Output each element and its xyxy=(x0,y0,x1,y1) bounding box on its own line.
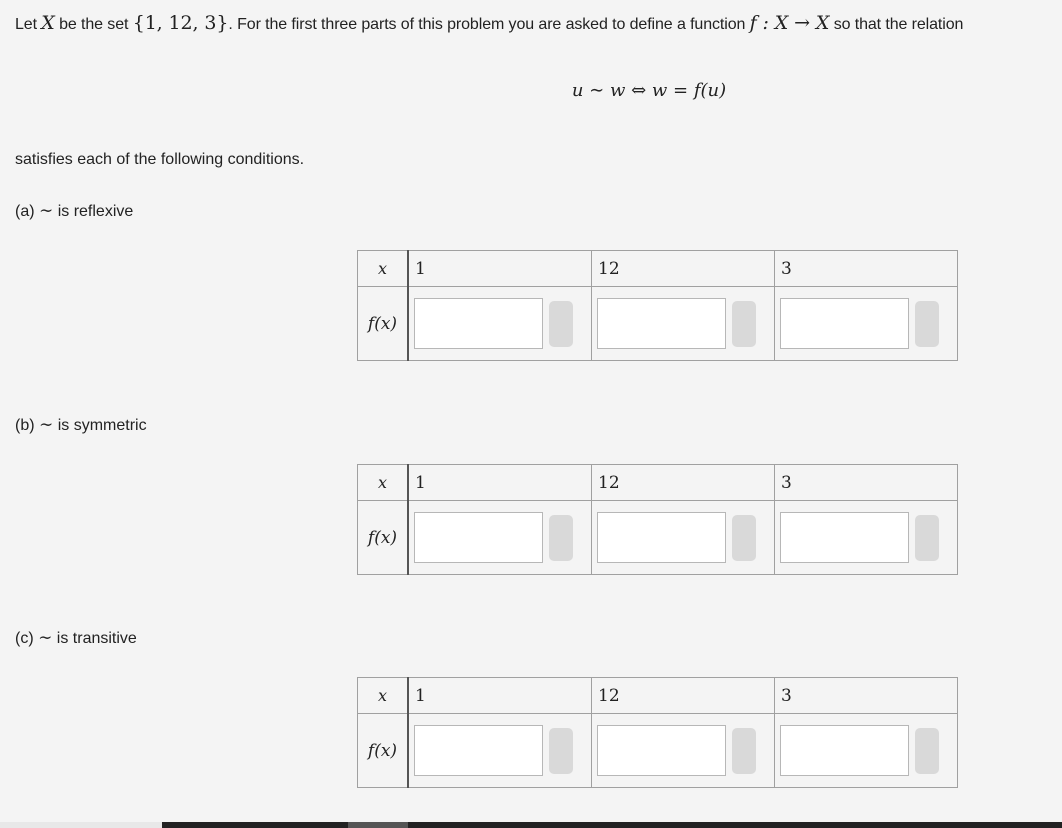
answer-input[interactable] xyxy=(597,725,726,776)
domain-value-cell: 12 xyxy=(592,465,775,501)
table-header-row xyxy=(358,251,958,287)
answer-input[interactable] xyxy=(414,512,543,563)
part-c-label: (c) ∼ is transitive xyxy=(15,628,137,648)
intro-text: . For the first three parts of this problem you are asked to define a function xyxy=(228,16,750,33)
fx-header-cell: f(x) xyxy=(358,714,409,788)
domain-value-cell: 12 xyxy=(592,251,775,287)
answer-status-indicator xyxy=(732,728,756,774)
part-b-function-table xyxy=(357,464,958,575)
intro-text: so that the relation xyxy=(829,16,964,33)
math-function-name: f xyxy=(749,12,757,34)
math-set-literal: {1, 12, 3} xyxy=(132,12,229,34)
table-answer-row xyxy=(358,714,958,788)
conditions-intro: satisfies each of the following conditions. xyxy=(15,151,305,168)
math-set-name: X xyxy=(41,12,55,34)
intro-text: Let xyxy=(15,16,42,33)
tilde-symbol: ∼ xyxy=(39,415,54,435)
domain-value-cell: 1 xyxy=(408,678,592,714)
answer-input[interactable] xyxy=(780,298,909,349)
scrollbar-thumb[interactable] xyxy=(348,822,408,828)
x-header-cell: x xyxy=(358,251,409,287)
answer-status-indicator xyxy=(915,515,939,561)
domain-value-cell: 1 xyxy=(408,251,592,287)
answer-status-indicator xyxy=(915,728,939,774)
part-a-function-table xyxy=(357,250,958,361)
math-function-mapping: : X → X xyxy=(756,12,830,34)
answer-status-indicator xyxy=(915,301,939,347)
tilde-symbol: ∼ xyxy=(39,201,54,221)
answer-input[interactable] xyxy=(414,725,543,776)
fx-header-cell: f(x) xyxy=(358,287,409,361)
relation-equation: u ∼ w ⇔ w = f(u) xyxy=(571,80,727,101)
x-header-cell: x xyxy=(358,465,409,501)
answer-status-indicator xyxy=(732,301,756,347)
answer-input[interactable] xyxy=(597,512,726,563)
answer-status-indicator xyxy=(549,301,573,347)
answer-status-indicator xyxy=(732,515,756,561)
part-c-function-table xyxy=(357,677,958,788)
table-header-row xyxy=(358,678,958,714)
part-b-label: (b) ∼ is symmetric xyxy=(15,415,147,435)
scrollbar-track-left xyxy=(0,822,162,828)
domain-value-cell: 3 xyxy=(775,251,958,287)
tilde-symbol: ∼ xyxy=(38,628,53,648)
problem-intro xyxy=(15,12,963,34)
domain-value-cell: 1 xyxy=(408,465,592,501)
answer-input[interactable] xyxy=(414,298,543,349)
domain-value-cell: 3 xyxy=(775,678,958,714)
domain-value-cell: 3 xyxy=(775,465,958,501)
part-a-label: (a) ∼ is reflexive xyxy=(15,201,134,221)
answer-status-indicator xyxy=(549,728,573,774)
horizontal-scrollbar[interactable] xyxy=(162,822,1062,828)
table-header-row xyxy=(358,465,958,501)
table-answer-row xyxy=(358,501,958,575)
x-header-cell: x xyxy=(358,678,409,714)
answer-input[interactable] xyxy=(597,298,726,349)
domain-value-cell: 12 xyxy=(592,678,775,714)
fx-header-cell: f(x) xyxy=(358,501,409,575)
answer-input[interactable] xyxy=(780,512,909,563)
answer-input[interactable] xyxy=(780,725,909,776)
table-answer-row xyxy=(358,287,958,361)
answer-status-indicator xyxy=(549,515,573,561)
intro-text: be the set xyxy=(54,16,133,33)
